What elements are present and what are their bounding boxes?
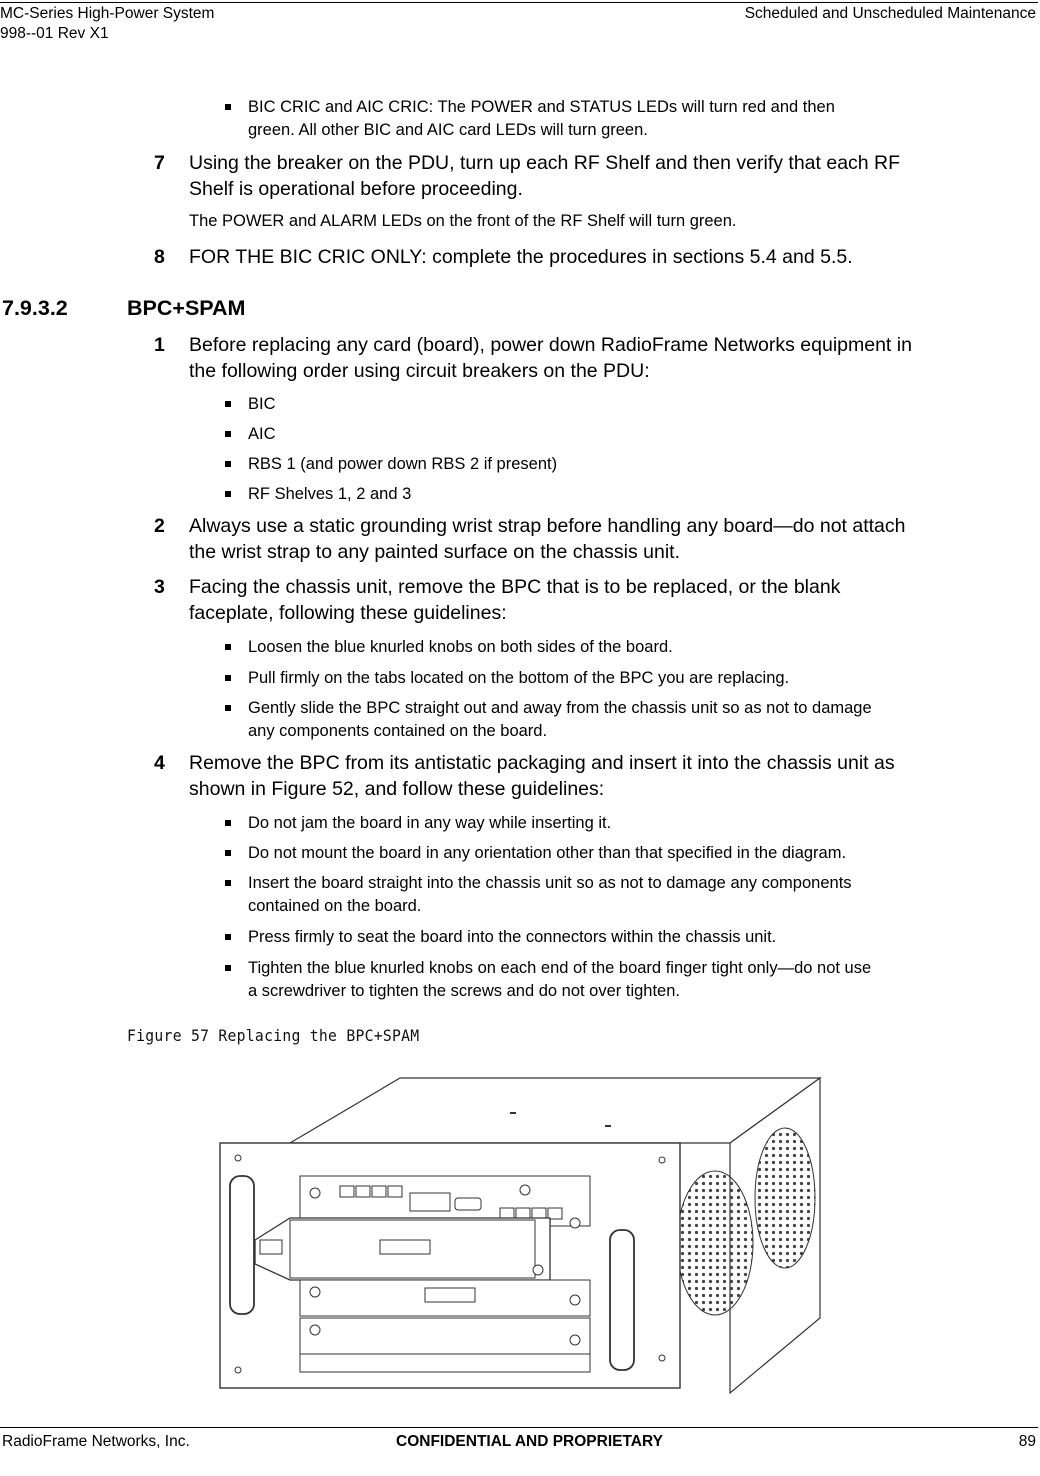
step-text: Always use a static grounding wrist strap before handling any board—do not attach [189,515,906,537]
bullet-icon [225,104,231,110]
bullet-text: Gently slide the BPC straight out and away from the chassis unit so as not to damage [248,699,872,717]
bullet-icon [225,431,231,437]
step-text: Before replacing any card (board), power down RadioFrame Networks equipment in [189,334,912,356]
figure-caption: Figure 57 Replacing the BPC+SPAM [127,1026,420,1045]
footer-rule [0,1427,1038,1428]
fan-vent-right [755,1128,815,1268]
step-text: Shelf is operational before proceeding. [189,178,523,200]
step-text: Facing the chassis unit, remove the BPC that is to be replaced, or the blank [189,576,841,598]
step-number: 7 [154,152,165,174]
bullet-text: Pull firmly on the tabs located on the bottom of the BPC you are replacing. [248,669,790,687]
step-text: the following order using circuit breakers on the PDU: [189,360,650,382]
step-number: 8 [154,246,165,268]
step-number: 3 [154,576,165,598]
step-number: 4 [154,752,165,774]
bullet-icon [225,820,231,826]
page-number: 89 [1018,1433,1036,1450]
bullet-text: Loosen the blue knurled knobs on both sides of the board. [248,638,673,656]
header-section-title: Scheduled and Unscheduled Maintenance [744,5,1036,22]
footer-company: RadioFrame Networks, Inc. [2,1433,190,1450]
fan-vent-left [677,1171,753,1315]
bullet-text: RF Shelves 1, 2 and 3 [248,485,412,503]
bullet-text: any components contained on the board. [248,722,548,740]
step-text: Remove the BPC from its antistatic packaging and insert it into the chassis unit as [189,752,895,774]
bullet-text: Do not jam the board in any way while inserting it. [248,814,612,832]
step-number: 2 [154,515,165,537]
bullet-text: green. All other BIC and AIC card LEDs will turn green. [248,121,648,139]
step-number: 1 [154,334,165,356]
bullet-text: BIC CRIC and AIC CRIC: The POWER and STATUS LEDs will turn red and then [248,98,835,116]
header-left [0,4,214,44]
bullet-icon [225,401,231,407]
section-number: 7.9.3.2 [2,296,68,320]
bullet-text: Do not mount the board in any orientation other than that specified in the diagram. [248,844,847,862]
bullet-text: RBS 1 (and power down RBS 2 if present) [248,455,558,473]
step-text: FOR THE BIC CRIC ONLY: complete the procedures in sections 5.4 and 5.5. [189,246,853,268]
left-handle [230,1176,254,1314]
footer-confidential: CONFIDENTIAL AND PROPRIETARY [396,1433,663,1450]
bullet-text: a screwdriver to tighten the screws and do not over tighten. [248,982,680,1000]
header-rule [0,2,1038,3]
right-handle [610,1230,634,1370]
step-note: The POWER and ALARM LEDs on the front of the RF Shelf will turn green. [189,212,737,230]
bullet-icon [225,675,231,681]
bullet-text: Insert the board straight into the chassis unit so as not to damage any components [248,874,852,892]
bullet-text: contained on the board. [248,897,422,915]
section-title: BPC+SPAM [127,296,246,320]
bullet-icon [225,965,231,971]
chassis-illustration [210,1068,830,1398]
header-doc-rev: 998--01 Rev X1 [0,25,109,42]
header-doc-title: MC-Series High-Power System [0,5,215,22]
bullet-icon [225,705,231,711]
bullet-text: Press firmly to seat the board into the connectors within the chassis unit. [248,928,777,946]
step-text: shown in Figure 52, and follow these guidelines: [189,778,605,800]
bullet-icon [225,934,231,940]
bullet-icon [225,491,231,497]
step-text: the wrist strap to any painted surface on the chassis unit. [189,541,681,563]
bullet-text: AIC [248,425,276,443]
bullet-icon [225,461,231,467]
chassis-top-panel [290,1078,820,1143]
bullet-icon [225,850,231,856]
bullet-icon [225,880,231,886]
bullet-icon [225,644,231,650]
step-text: Using the breaker on the PDU, turn up each RF Shelf and then verify that each RF [189,152,901,174]
step-text: faceplate, following these guidelines: [189,602,507,624]
bullet-text: BIC [248,395,276,413]
bullet-text: Tighten the blue knurled knobs on each end of the board finger tight only—do not use [248,959,872,977]
slot-3 [300,1318,590,1354]
